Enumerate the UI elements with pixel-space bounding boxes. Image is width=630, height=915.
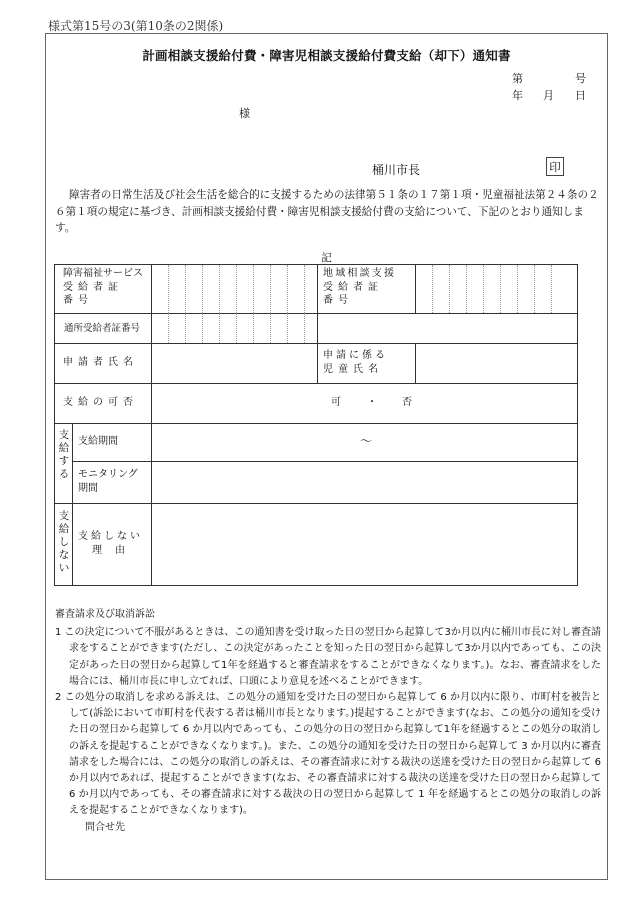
approval-label: 支給の可否 xyxy=(63,397,138,408)
col-line xyxy=(151,265,152,585)
row-line xyxy=(55,503,577,504)
regional-cert-label: 地域相談支援 受給者証 番号 xyxy=(323,268,397,306)
page-title: 計画相談支援給付費・障害児相談支援給付費支給（却下）通知書 xyxy=(142,48,511,63)
col-line xyxy=(415,343,416,383)
approval-ka: 可 xyxy=(331,397,341,408)
form-number: 様式第15号の3(第10条の2関係) xyxy=(48,19,224,33)
row-line xyxy=(55,383,577,384)
applicant-name-label: 申請者氏名 xyxy=(63,357,138,368)
notice-frame xyxy=(45,33,608,880)
col-line xyxy=(317,265,318,383)
date-year: 年 xyxy=(512,89,523,102)
row-line xyxy=(55,313,577,314)
appeal-item-2: 2 この処分の取消しを求める訴えは、この処分の通知を受けた日の翌日から起算して 6 か月以内に限り、市町村を被告として(訴訟において市町村を代表する者は桶川市長となります。)提起することができます(なお、この処分の通知を受けた日の翌日から起算して 6 か月以内であっても、この処分の日の翌日から起算して1年を経過するとこの処分の取消しの訴えを提起することができなくなります。)。また、この処分の通知を受けた日の翌日から起算して 3 か月以内に審査請求をした場合には、この処分の取消しの訴えは、その審査請求に対する裁決の送達を受けた日の翌日から起算して 6 か月以内であれば、提起することができます(なお、その審査請求に対する裁決の送達を受けた日の翌日から起算して 6 か月以内であっても、その審査請求に対する裁決の日の翌日から起算して 1 年を経過するとこの処分の取消しの訴えを提起することができなくなります)。 xyxy=(55,692,601,817)
col-line xyxy=(72,423,73,585)
contact-label: 問合せ先 xyxy=(85,821,125,833)
date-month: 月 xyxy=(543,89,554,102)
child-name-label: 申請に係る 児童氏名 xyxy=(323,350,388,375)
seal-mark: 印 xyxy=(546,157,564,176)
row-line xyxy=(55,423,577,424)
period-separator: 〜 xyxy=(360,434,373,448)
appeal-heading: 審査請求及び取消訴訟 xyxy=(55,609,155,620)
number-dai: 第 xyxy=(512,72,523,85)
appeal-notes xyxy=(55,607,601,836)
welfare-cert-label: 障害福祉サービス 受給者証 番号 xyxy=(63,268,143,306)
period-label: 支給期間 xyxy=(78,436,118,447)
addressee-suffix: 様 xyxy=(239,107,250,120)
row-line xyxy=(72,461,577,462)
day-service-cert-label: 通所受給者証番号 xyxy=(64,323,141,334)
row-line xyxy=(55,343,577,344)
approval-dot: ・ xyxy=(367,397,377,408)
reason-label: 支給しない 理由 xyxy=(78,531,143,556)
appeal-item-1: 1 この決定について不服があるときは、この通知書を受け取った日の翌日から起算して3か月以内に桶川市長に対し審査請求をすることができます(ただし、この決定があったことを知った日の翌日から起算して3か月以内であっても、この決定があった日の翌日から起算して1年を経過すると審査請求をすることができなくなります。)。なお、審査請求をした場合には、桶川市長に申し立てれば、口頭により意見を述べることができます。 xyxy=(55,627,601,687)
issuer-name: 桶川市長 xyxy=(372,163,421,177)
notice-body: 障害者の日常生活及び社会生活を総合的に支援するための法律第５１条の１７第１項・児童福祉法第２４条の２６第１項の規定に基づき、計画相談支援給付費・障害児相談支援給付費の支給について、下記のとおり通知します。 xyxy=(55,189,599,234)
number-go: 号 xyxy=(575,72,586,85)
not-provide-group-label: 支 給 し な い xyxy=(58,510,70,574)
approval-hi: 否 xyxy=(402,397,412,408)
provide-group-label: 支 給 す る xyxy=(58,429,70,480)
monitoring-label: モニタリング 期間 xyxy=(78,469,138,494)
date-day: 日 xyxy=(575,89,586,102)
col-line xyxy=(415,265,416,313)
notice-table xyxy=(54,264,578,586)
ki-heading: 記 xyxy=(321,252,332,264)
